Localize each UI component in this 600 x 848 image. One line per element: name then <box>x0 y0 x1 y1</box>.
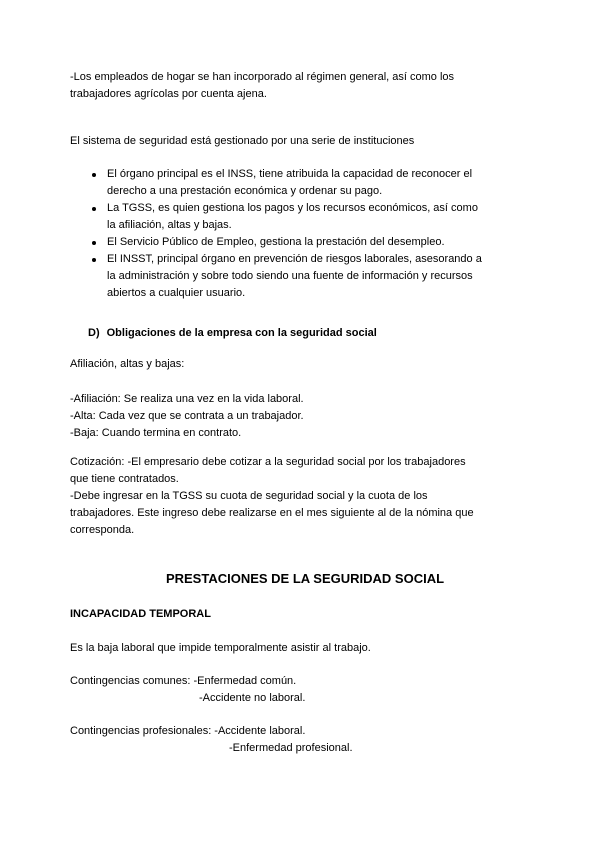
contingencias-comunes-block <box>70 673 540 707</box>
bullet-item <box>70 234 540 251</box>
section-d-marker: D) <box>88 327 100 339</box>
contingencias-comunes-line2: -Accidente no laboral. <box>199 692 306 704</box>
afiliacion-lines <box>70 391 540 442</box>
bullet-icon <box>92 258 96 262</box>
alta-line: -Alta: Cada vez que se contrata a un trabajador. <box>70 410 304 422</box>
afiliacion-intro: Afiliación, altas y bajas: <box>70 358 185 370</box>
incapacidad-text: Es la baja laboral que impide temporalmente asistir al trabajo. <box>70 642 371 654</box>
bullet-icon <box>92 173 96 177</box>
bullet-icon <box>92 207 96 211</box>
main-title: PRESTACIONES DE LA SEGURIDAD SOCIAL <box>165 571 445 586</box>
afiliacion-line: -Afiliación: Se realiza una vez en la vida laboral. <box>70 393 304 405</box>
institutions-intro: El sistema de seguridad está gestionado por una serie de instituciones <box>70 135 415 147</box>
cotizacion-paragraph: Cotización: -El empresario debe cotizar a la seguridad social por los trabajadores que tiene contratados. -Debe ingresar en la TGSS su cuota de seguridad social y la cuota de los trabajadores. Este ingreso debe realizarse en el mes siguiente al de la nómina que corresponda. <box>70 456 474 536</box>
contingencias-profesionales-line1: Contingencias profesionales: -Accidente laboral. <box>70 725 306 737</box>
baja-line: -Baja: Cuando termina en contrato. <box>70 427 242 439</box>
contingencias-profesionales-line2: -Enfermedad profesional. <box>229 742 353 754</box>
contingencias-comunes-line1: Contingencias comunes: -Enfermedad común. <box>70 675 297 687</box>
bullet-item <box>70 251 540 302</box>
contingencias-profesionales-block <box>70 723 540 757</box>
section-d-heading <box>70 325 540 342</box>
intro-paragraph: -Los empleados de hogar se han incorporado al régimen general, así como los trabajadores agrícolas por cuenta ajena. <box>70 71 455 100</box>
bullet-item <box>70 166 540 200</box>
institutions-bullet-list <box>70 166 540 302</box>
bullet-icon <box>92 241 96 245</box>
bullet-text: El Servicio Público de Empleo, gestiona la prestación del desempleo. <box>107 236 445 248</box>
bullet-text: El órgano principal es el INSS, tiene atribuida la capacidad de reconocer el derecho a una prestación económica y ordenar su pago. <box>107 168 473 197</box>
bullet-item <box>70 200 540 234</box>
incapacidad-heading: INCAPACIDAD TEMPORAL <box>70 608 211 620</box>
bullet-text: La TGSS, es quien gestiona los pagos y los recursos económicos, así como la afiliación, altas y bajas. <box>107 202 478 231</box>
section-d-title: Obligaciones de la empresa con la seguridad social <box>106 327 377 339</box>
bullet-text: El INSST, principal órgano en prevención de riesgos laborales, asesorando a la administración y sobre todo siendo una fuente de información y recursos abiertos a cualquier usuario. <box>107 253 482 299</box>
